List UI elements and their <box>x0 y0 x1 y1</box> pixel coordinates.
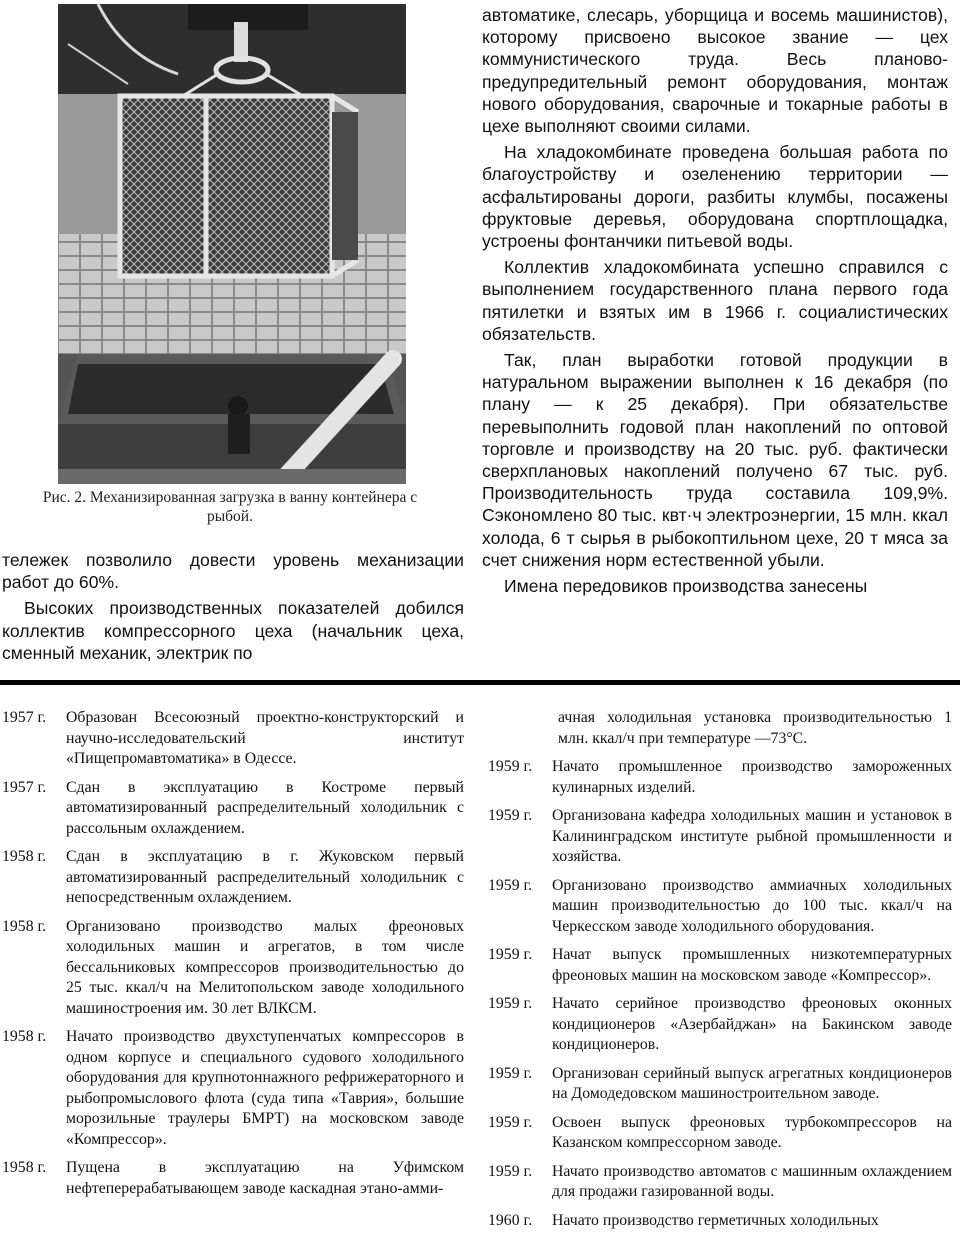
chronology-entry <box>2 1027 464 1150</box>
figure-caption: Рис. 2. Механизированная загрузка в ванну контейнера с рыбой. <box>42 489 418 525</box>
entry-year: 1959 г. <box>488 807 533 824</box>
chronology-entry <box>488 876 952 938</box>
chronology-entry <box>2 1158 464 1199</box>
entry-year: 1958 г. <box>2 1159 47 1176</box>
chronology-entry <box>488 757 952 798</box>
chronology-entry <box>2 778 464 840</box>
entry-text: Пущена в эксплуатацию на Уфимском нефтеперерабатывающем заводе каскадная этано-амми- <box>66 1159 464 1197</box>
article-paragraph: На хладокомбинате проведена большая работа по благоустройству и озеленению территории — асфальтированы дороги, разбиты клумбы, посажены фруктовые деревья, оборудована спортплощадка, устроены фонтанчики питьевой воды. <box>482 142 948 252</box>
entry-text: Начато серийное производство фреоновых оконных кондиционеров «Азербайджан» на Бакинском заводе кондиционеров. <box>552 995 952 1053</box>
chronology-entry <box>488 994 952 1056</box>
entry-year: 1959 г. <box>488 1162 533 1180</box>
entry-year: 1959 г. <box>488 1113 533 1131</box>
article-paragraph: Так, план выработки готовой продукции в натуральном выражении выполнен к 16 декабря (по плану — к 25 декабря). При обязательстве перевыполнить годовой план накоплений по оптовой торговле и производству на 20 тыс. руб. фактически сверхплановых накоплений получено 67 тыс. руб. Производительность труда составила 109,9%. Сэкономлено 80 тыс. квт·ч электроэнергии, 15 млн. ккал холода, 6 т сырья в рыбокоптильном цехе, 20 т мяса за счет снижения норм естественной убыли. <box>482 350 948 570</box>
chronology-entry <box>2 847 464 909</box>
entry-year: 1959 г. <box>488 758 533 775</box>
article-left-column <box>2 549 464 664</box>
chronology-entry <box>2 708 464 770</box>
entry-text: Сдан в эксплуатацию в Костроме первый автоматизированный распределительный холодильник с рассольным охлаждением. <box>66 778 464 837</box>
article-paragraph: Высоких производственных показателей добился коллектив компрессорного цеха (начальник цеха, сменный механик, электрик по <box>2 598 464 663</box>
chronology-entry <box>488 1162 952 1203</box>
entry-year: 1960 г. <box>488 1211 533 1229</box>
chronology-entry <box>488 1211 952 1232</box>
chronology-entry <box>488 1064 952 1105</box>
entry-text: Организовано производство малых фреоновых холодильных машин и агрегатов, в том числе бессальниковых компрессоров производительностью до 25 тыс. ккал/ч на Мелитопольском заводе холодильного машиностроения им. 30 лет ВЛКСМ. <box>66 917 464 1017</box>
article-right-column <box>482 4 948 597</box>
entry-year: 1959 г. <box>488 876 533 894</box>
entry-year: 1957 г. <box>2 709 47 726</box>
entry-year: 1959 г. <box>488 995 533 1012</box>
article-paragraph: автоматике, слесарь, уборщица и восемь машинистов), которому присвоено высокое звание — цех коммунистического труда. Весь планово-предупредительный ремонт оборудования, монтаж нового оборудования, сварочные и токарные работы в цехе выполняют своими силами. <box>482 5 948 137</box>
chronology-entry <box>488 1113 952 1154</box>
entry-text: Сдан в эксплуатацию в г. Жуковском первый автоматизированный распределительный холодильник с непосредственным охлаждением. <box>66 848 464 906</box>
entry-year: 1958 г. <box>2 848 47 865</box>
entry-text: Начато производство герметичных холодильных <box>552 1211 879 1229</box>
entry-text: Начато промышленное производство замороженных кулинарных изделий. <box>552 758 952 796</box>
entry-year: 1958 г. <box>2 1028 47 1045</box>
chronology-entry <box>488 806 952 868</box>
entry-year: 1958 г. <box>2 917 47 935</box>
article-paragraph: тележек позволило довести уровень механизации работ до 60%. <box>2 550 464 593</box>
entry-text: Организована кафедра холодильных машин и установок в Калининградском институте рыбной промышленности и хозяйства. <box>552 807 952 865</box>
chronology-entry <box>2 917 464 1020</box>
article-paragraph: Коллектив хладокомбината успешно справился с выполнением государственного плана первого года пятилетки и взятых им в 1966 г. социалистических обязательств. <box>482 257 948 344</box>
entry-text: Образован Всесоюзный проектно-конструкторский и научно-исследовательский институт «Пищепромавтоматика» в Одессе. <box>66 709 464 767</box>
entry-text: Организован серийный выпуск агрегатных кондиционеров на Домодедовском машиностроительном заводе. <box>552 1064 952 1102</box>
entry-year: 1959 г. <box>488 1064 533 1082</box>
entry-year: 1957 г. <box>2 778 47 796</box>
entry-text: Начат выпуск промышленных низкотемпературных фреоновых машин на московском заводе «Компрессор». <box>552 946 952 984</box>
entry-text: Начато производство двухступенчатых компрессоров в одном корпусе и специального судового холодильного оборудования для крупнотоннажного рефрижераторного и рыбопромыслового флота (суда типа «Таврия», большие морозильные траулеры БМРТ) на московском заводе «Компрессор». <box>66 1028 464 1148</box>
entry-year: 1959 г. <box>488 946 533 963</box>
chronology-entry <box>488 945 952 986</box>
chronology-right-column <box>488 708 952 1239</box>
entry-continuation: ачная холодильная установка производительностью 1 млн. ккал/ч при температуре —73°С. <box>558 709 952 747</box>
entry-text: Начато производство автоматов с машинным охлаждением для продажи газированной воды. <box>552 1162 952 1200</box>
section-divider <box>0 680 960 685</box>
factory-photo <box>58 4 406 484</box>
article-paragraph: Имена передовиков производства занесены <box>504 576 868 597</box>
chronology-left-column <box>2 708 464 1207</box>
entry-text: Освоен выпуск фреоновых турбокомпрессоров на Казанском компрессорном заводе. <box>552 1113 952 1151</box>
entry-text: Организовано производство аммиачных холодильных машин производительностью до 100 тыс. ккал/ч на Черкесском заводе холодильного оборудования. <box>552 876 952 935</box>
